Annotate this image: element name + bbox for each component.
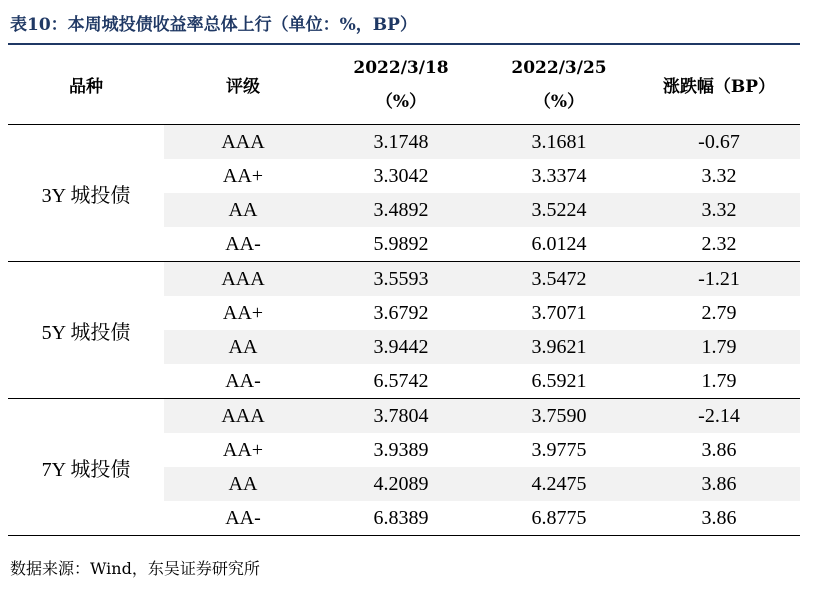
yield-date1-cell: 3.9389 [373, 438, 429, 461]
yield-date1-cell: 4.2089 [322, 467, 480, 501]
product-cell: 3Y 城投债 [8, 125, 164, 262]
yield-date2-cell: 3.9621 [480, 330, 638, 364]
yield-date2-cell: 3.7590 [480, 399, 638, 434]
rating-cell: AA- [164, 364, 322, 399]
rating-cell: AAA [164, 399, 322, 434]
change-cell: -1.21 [638, 262, 800, 297]
yield-date2-cell: 3.9775 [531, 438, 587, 461]
data-source-note: 数据来源：Wind，东吴证券研究所 [10, 559, 260, 578]
yield-date1-cell: 3.3042 [373, 164, 429, 187]
rating-cell: AA+ [222, 438, 264, 461]
change-cell: 3.86 [701, 438, 737, 461]
change-cell: 3.86 [638, 467, 800, 501]
change-cell: 3.86 [638, 501, 800, 536]
yield-date2-cell: 3.1681 [480, 125, 638, 160]
table-row [8, 399, 800, 434]
yield-date2-cell: 6.8775 [480, 501, 638, 536]
change-cell: 3.32 [701, 164, 737, 187]
yield-date1-cell: 3.5593 [322, 262, 480, 297]
rating-cell: AA- [164, 227, 322, 262]
yield-date2-cell: 3.7071 [531, 301, 587, 324]
table-row [8, 125, 800, 160]
yield-date1-cell: 3.6792 [373, 301, 429, 324]
change-cell: 1.79 [638, 330, 800, 364]
change-cell: 3.32 [638, 193, 800, 227]
change-cell: 2.79 [701, 301, 737, 324]
yield-date2-cell: 6.5921 [480, 364, 638, 399]
yield-date1-cell: 5.9892 [322, 227, 480, 262]
rating-cell: AA [164, 467, 322, 501]
yield-date1-cell: 3.4892 [322, 193, 480, 227]
product-cell: 7Y 城投债 [8, 399, 164, 536]
yield-date2-cell: 4.2475 [480, 467, 638, 501]
yield-date2-cell: 6.0124 [480, 227, 638, 262]
header-date1: 2022/3/18 （%） [322, 45, 480, 125]
yield-date1-cell: 6.5742 [322, 364, 480, 399]
rating-cell: AA [164, 193, 322, 227]
yield-table [8, 45, 800, 536]
rating-cell: AA+ [222, 301, 264, 324]
table-title: 表10：本周城投债收益率总体上行（单位：%，BP） [10, 15, 417, 35]
rating-cell: AAA [164, 125, 322, 160]
product-cell: 5Y 城投债 [8, 262, 164, 399]
change-cell: -0.67 [638, 125, 800, 160]
yield-date1-cell: 3.7804 [322, 399, 480, 434]
change-cell: -2.14 [638, 399, 800, 434]
rating-cell: AAA [164, 262, 322, 297]
change-cell: 1.79 [638, 364, 800, 399]
rating-cell: AA [164, 330, 322, 364]
table-row [8, 262, 800, 297]
yield-date2-cell: 3.5472 [480, 262, 638, 297]
yield-date1-cell: 6.8389 [322, 501, 480, 536]
yield-date2-cell: 3.5224 [480, 193, 638, 227]
rating-cell: AA+ [222, 164, 264, 187]
yield-date2-cell: 3.3374 [531, 164, 587, 187]
header-change: 涨跌幅（BP） [638, 45, 800, 125]
header-product: 品种 [8, 45, 164, 125]
yield-date1-cell: 3.9442 [322, 330, 480, 364]
header-date2: 2022/3/25 （%） [480, 45, 638, 125]
header-rating: 评级 [164, 45, 322, 125]
header-row [8, 45, 800, 125]
rating-cell: AA- [164, 501, 322, 536]
yield-date1-cell: 3.1748 [322, 125, 480, 160]
change-cell: 2.32 [638, 227, 800, 262]
